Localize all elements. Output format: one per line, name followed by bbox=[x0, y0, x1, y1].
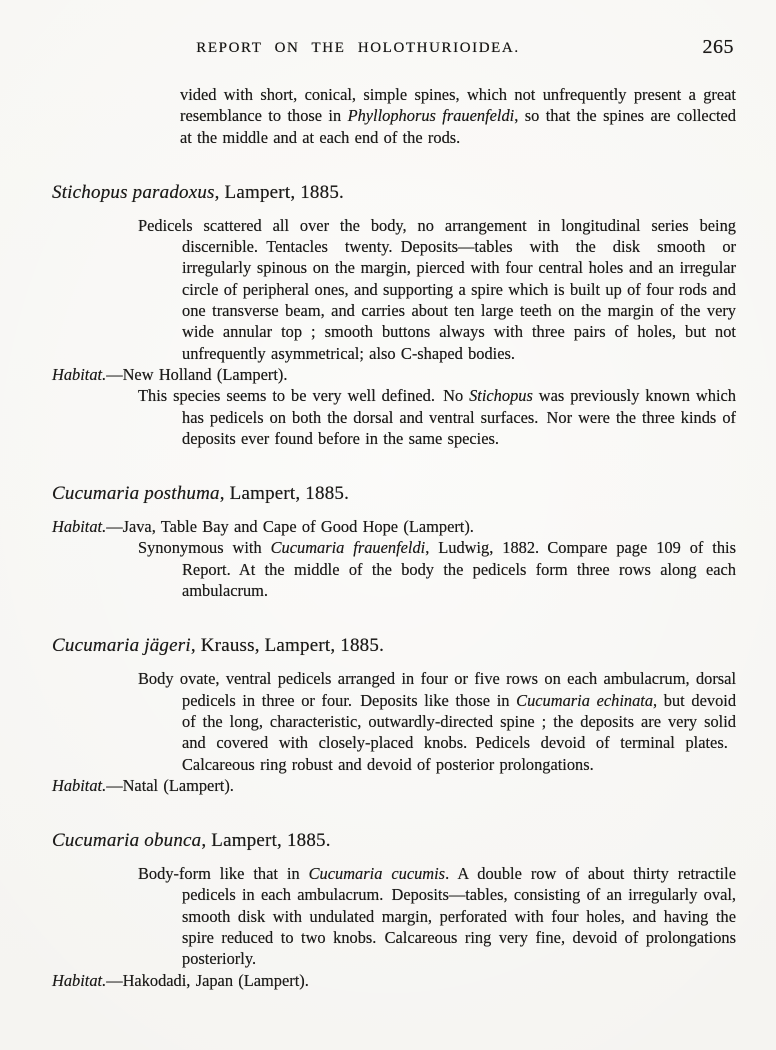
running-head: REPORT ON THE HOLOTHURIOIDEA. bbox=[196, 40, 520, 56]
species-section-cucumaria-jageri bbox=[52, 634, 736, 796]
description-paragraph: Body ovate, ventral pedicels arranged in four or five rows on each ambulacrum, dorsal pedicels in three or four. Deposits like those in Cucumaria echinata, but devoid of the long, characteristic, outwardly-directed spine ; the deposits are very solid and covered with closely-placed knobs. Pedicels devoid of terminal plates. Calcareous ring robust and devoid of posterior prolongations. bbox=[138, 669, 737, 774]
habitat-line: Habitat.—Hakodadi, Japan (Lampert). bbox=[52, 970, 309, 990]
text-column bbox=[52, 84, 736, 991]
description-paragraph: Pedicels scattered all over the body, no arrangement in longitudinal series being discernible. Tentacles twenty. Deposits—tables with the disk smooth or irregularly spinous on the margin, pierced with four central holes and an irregular circle of peripheral ones, and supporting a spire which is built up of four rods and one transverse beam, and carries about ten large teeth on the margin of the very wide annular top ; smooth buttons always with three pairs of holes, but not unfrequently asymmetrical; also C-shaped bodies. bbox=[138, 215, 736, 363]
intro-continuation-paragraph: vided with short, conical, simple spines, which not unfrequently present a great resemblance to those in Phyllophorus frauenfeldi, so that the spines are collected at the middle and at each end of the rods. bbox=[180, 85, 737, 147]
habitat-line: Habitat.—Natal (Lampert). bbox=[52, 775, 234, 795]
remark-paragraph: This species seems to be very well defined. No Stichopus was previously known which has pedicels on both the dorsal and ventral surfaces. Nor were the three kinds of deposits ever found before in the same species. bbox=[138, 386, 736, 448]
species-section-cucumaria-posthuma bbox=[52, 482, 736, 601]
habitat-line: Habitat.—Java, Table Bay and Cape of Good Hope (Lampert). bbox=[52, 517, 474, 537]
habitat-line: Habitat.—New Holland (Lampert). bbox=[52, 364, 288, 384]
species-section-stichopus-paradoxus bbox=[52, 181, 736, 449]
species-heading: Cucumaria posthuma, Lampert, 1885. bbox=[52, 483, 350, 505]
page-header bbox=[0, 36, 776, 62]
species-heading: Stichopus paradoxus, Lampert, 1885. bbox=[52, 181, 344, 203]
page-number: 265 bbox=[702, 36, 734, 58]
description-paragraph: Body-form like that in Cucumaria cucumis. A double row of about thirty retractile pedicels in each ambulacrum. Deposits—tables, consisting of an irregularly oval, smooth disk with undulated margin, perforated with four holes, and having the spire reduced to two knobs. Calcareous ring very fine, devoid of prolongations posteriorly. bbox=[138, 864, 737, 969]
species-heading: Cucumaria jägeri, Krauss, Lampert, 1885. bbox=[52, 635, 385, 657]
description-paragraph: Synonymous with Cucumaria frauenfeldi, Ludwig, 1882. Compare page 109 of this Report. At the middle of the body the pedicels form three rows along each ambulacrum. bbox=[138, 538, 736, 601]
species-heading: Cucumaria obunca, Lampert, 1885. bbox=[52, 830, 331, 852]
species-section-cucumaria-obunca bbox=[52, 829, 736, 991]
